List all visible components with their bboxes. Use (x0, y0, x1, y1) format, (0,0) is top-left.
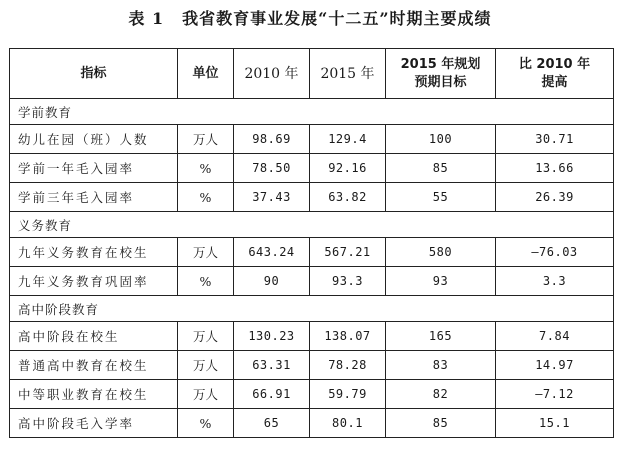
table-row (10, 154, 614, 183)
table-row (10, 409, 614, 438)
value-2015-cell: 78.28 (310, 351, 386, 380)
header-plan-line1: 2015 年规划 (400, 56, 481, 72)
table-body (10, 99, 614, 438)
plan-target-cell: 82 (386, 380, 496, 409)
header-2015: 2015 年 (310, 49, 386, 99)
unit-cell: 万人 (178, 238, 234, 267)
header-plan-target (386, 49, 496, 99)
plan-target-cell: 55 (386, 183, 496, 212)
value-2015-cell: 59.79 (310, 380, 386, 409)
value-2015-cell: 92.16 (310, 154, 386, 183)
improvement-cell: —76.03 (496, 238, 614, 267)
table-caption (0, 6, 620, 29)
education-achievements-table (9, 48, 614, 438)
table-row (10, 183, 614, 212)
value-2010-cell: 130.23 (234, 322, 310, 351)
indicator-cell: 学前三年毛入园率 (10, 183, 178, 212)
plan-target-cell: 165 (386, 322, 496, 351)
value-2010-cell: 643.24 (234, 238, 310, 267)
table-title: 我省教育事业发展“十二五”时期主要成绩 (182, 9, 492, 28)
unit-cell: 万人 (178, 380, 234, 409)
table-row (10, 267, 614, 296)
section-row (10, 296, 614, 322)
improvement-cell: 13.66 (496, 154, 614, 183)
value-2015-cell: 567.21 (310, 238, 386, 267)
section-row (10, 99, 614, 125)
indicator-cell: 九年义务教育巩固率 (10, 267, 178, 296)
value-2010-cell: 63.31 (234, 351, 310, 380)
table-row (10, 351, 614, 380)
improvement-cell: 15.1 (496, 409, 614, 438)
header-2010: 2010 年 (234, 49, 310, 99)
indicator-cell: 高中阶段在校生 (10, 322, 178, 351)
unit-cell: 万人 (178, 351, 234, 380)
plan-target-cell: 93 (386, 267, 496, 296)
indicator-cell: 高中阶段毛入学率 (10, 409, 178, 438)
indicator-cell: 九年义务教育在校生 (10, 238, 178, 267)
value-2015-cell: 129.4 (310, 125, 386, 154)
section-label: 义务教育 (10, 212, 614, 238)
value-2010-cell: 37.43 (234, 183, 310, 212)
table-row (10, 380, 614, 409)
value-2010-cell: 78.50 (234, 154, 310, 183)
value-2015-cell: 138.07 (310, 322, 386, 351)
improvement-cell: 14.97 (496, 351, 614, 380)
header-plan-line2: 预期目标 (414, 74, 467, 90)
improvement-cell: 3.3 (496, 267, 614, 296)
header-unit: 单位 (178, 49, 234, 99)
indicator-cell: 幼儿在园（班）人数 (10, 125, 178, 154)
value-2015-cell: 63.82 (310, 183, 386, 212)
section-label: 学前教育 (10, 99, 614, 125)
table-row (10, 125, 614, 154)
unit-cell: % (178, 183, 234, 212)
header-row (10, 49, 614, 99)
unit-cell: % (178, 267, 234, 296)
header-improvement (496, 49, 614, 99)
improvement-cell: 7.84 (496, 322, 614, 351)
plan-target-cell: 100 (386, 125, 496, 154)
plan-target-cell: 83 (386, 351, 496, 380)
plan-target-cell: 580 (386, 238, 496, 267)
section-label: 高中阶段教育 (10, 296, 614, 322)
value-2015-cell: 80.1 (310, 409, 386, 438)
indicator-cell: 普通高中教育在校生 (10, 351, 178, 380)
indicator-cell: 中等职业教育在校生 (10, 380, 178, 409)
plan-target-cell: 85 (386, 409, 496, 438)
value-2015-cell: 93.3 (310, 267, 386, 296)
header-indicator: 指标 (10, 49, 178, 99)
unit-cell: % (178, 409, 234, 438)
improvement-cell: 30.71 (496, 125, 614, 154)
table-number: 表 1 (128, 9, 165, 28)
header-improve-line2: 提高 (541, 74, 568, 90)
header-improve-line1: 比 2010 年 (518, 56, 591, 72)
value-2010-cell: 65 (234, 409, 310, 438)
unit-cell: 万人 (178, 125, 234, 154)
unit-cell: 万人 (178, 322, 234, 351)
section-row (10, 212, 614, 238)
table-row (10, 238, 614, 267)
value-2010-cell: 90 (234, 267, 310, 296)
improvement-cell: —7.12 (496, 380, 614, 409)
indicator-cell: 学前一年毛入园率 (10, 154, 178, 183)
table-row (10, 322, 614, 351)
unit-cell: % (178, 154, 234, 183)
value-2010-cell: 98.69 (234, 125, 310, 154)
improvement-cell: 26.39 (496, 183, 614, 212)
value-2010-cell: 66.91 (234, 380, 310, 409)
plan-target-cell: 85 (386, 154, 496, 183)
